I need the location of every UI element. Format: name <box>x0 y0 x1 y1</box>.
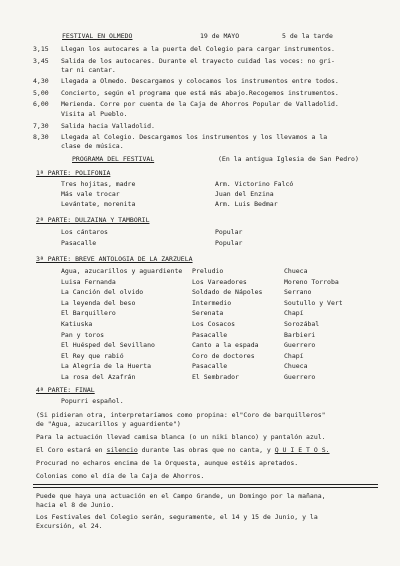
piece-number: El Sembrador <box>192 373 239 381</box>
piece-number: Serenata <box>192 309 224 318</box>
piece-title: La Canción del olvido <box>61 288 144 297</box>
schedule-time: 5,00 <box>33 89 49 97</box>
piece-composer: Popular <box>215 239 243 247</box>
piece-composer: Chapí <box>284 309 304 318</box>
part-2-title: 2ª PARTE: DULZAINA Y TAMBORIL <box>36 216 150 224</box>
schedule-text: Salida de los autocares. Durante el trayecto cuidad las voces: no gri- <box>61 57 335 65</box>
piece-composer: Barbieri <box>284 330 316 339</box>
clothing-note: Para la actuación llevad camisa blanca (o un niki blanco) y pantalón azul. <box>36 433 326 441</box>
piece-number: Los Cosacos <box>192 320 236 328</box>
silence-note <box>36 447 330 454</box>
encore-note: (Si pidieran otra, interpretaríamos como propina: el"Coro de barquilleros" <box>36 411 326 419</box>
piece-title: Más vale trocar <box>61 190 120 198</box>
piece-title: Tres hojitas, madre <box>61 180 136 188</box>
piece-title: Pasacalle <box>61 239 97 247</box>
piece-title: El Barquillero <box>61 309 116 318</box>
silence-text: El Coro estará en <box>36 446 107 454</box>
piece-composer: Chueca <box>284 362 308 371</box>
piece-number: Coro de doctores <box>192 351 255 360</box>
piece-title: Luisa Fernanda <box>61 277 116 286</box>
schedule-time: 3,15 <box>33 45 49 53</box>
colonies-note: Colonias como el día de la Caja de Ahorros. <box>36 472 205 480</box>
footer-note: hacia el 8 de Junio. <box>36 501 115 509</box>
piece-title: Popurri español. <box>61 397 124 405</box>
piece-number: Los Vareadores <box>192 277 247 286</box>
schedule-time: 3,45 <box>33 57 49 65</box>
piece-composer: Serrano <box>284 288 312 297</box>
schedule-text: Llegan los autocares a la puerta del Colegio para cargar instrumentos. <box>61 45 335 53</box>
schedule-text: Concierto, según el programa que está más abajo.Recogemos instrumentos. <box>61 89 339 97</box>
piece-title: Katiuska <box>61 320 93 328</box>
schedule-time: 6,00 <box>33 100 49 108</box>
piece-composer: Juan del Enzina <box>215 190 274 198</box>
piece-composer: Popular <box>215 228 243 236</box>
schedule-text: Salida hacia Valladolid. <box>61 122 155 130</box>
schedule-text: clase de música. <box>61 142 124 150</box>
piece-title: La leyenda del beso <box>61 298 136 307</box>
schedule-time: 7,30 <box>33 122 49 130</box>
part-4-title: 4ª PARTE: FINAL <box>36 386 95 394</box>
orchestra-note: Procurad no echaros encima de la Orquesta, aunque estéis apretados. <box>36 459 299 467</box>
piece-composer: Chapí <box>284 351 304 360</box>
section-divider <box>33 484 378 488</box>
piece-composer: Arm. Victorino Falcó <box>215 180 294 188</box>
schedule-text: Llegada al Colegio. Descargamos los instrumentos y los llevamos a la <box>61 133 328 141</box>
schedule-time: 4,30 <box>33 77 49 85</box>
silence-text: durante las obras que no canta, y <box>137 446 275 454</box>
piece-number: Pasacalle <box>192 330 228 339</box>
silence-word: silencio <box>106 446 138 454</box>
piece-title: Agua, azucarillos y aguardiente <box>61 267 183 275</box>
program-location: (En la antigua Iglesia de San Pedro) <box>218 155 359 163</box>
festival-title: FESTIVAL EN OLMEDO <box>62 32 133 40</box>
piece-composer: Chueca <box>284 267 308 275</box>
piece-composer: Moreno Torroba <box>284 277 339 286</box>
piece-composer: Soutullo y Vert <box>284 298 343 307</box>
piece-title: El Huésped del Sevillano <box>61 341 155 350</box>
piece-number: Preludio <box>192 267 224 275</box>
festival-date: 19 de MAYO <box>200 32 240 40</box>
part-3-title: 3ª PARTE: BREVE ANTOLOGIA DE LA ZARZUELA <box>36 255 193 263</box>
piece-title: La Alegría de la Huerta <box>61 362 152 371</box>
quiet-word: Q U I E T O S. <box>274 446 330 454</box>
piece-number: Intermedio <box>192 298 232 307</box>
schedule-text: Llegada a Olmedo. Descargamos y colocamos los instrumentos entre todos. <box>61 77 339 85</box>
schedule-time: 8,30 <box>33 133 49 141</box>
piece-title: Levántate, morenita <box>61 200 136 208</box>
piece-number: Soldado de Nápoles <box>192 288 263 297</box>
encore-note: de "Agua, azucarillos y aguardiente") <box>36 420 181 428</box>
footer-note: Puede que haya una actuación en el Campo Grande, un Domingo por la mañana, <box>36 492 326 500</box>
piece-title: El Rey que rabió <box>61 351 124 360</box>
piece-composer: Guerrero <box>284 373 316 381</box>
piece-composer: Guerrero <box>284 341 316 350</box>
schedule-text: Visita al Pueblo. <box>61 110 128 118</box>
piece-composer: Sorozábal <box>284 320 320 328</box>
piece-number: Canto a la espada <box>192 341 259 350</box>
footer-note: Excursión, el 24. <box>36 522 103 530</box>
piece-number: Pasacalle <box>192 362 228 371</box>
piece-composer: Arm. Luis Bedmar <box>215 200 278 208</box>
piece-title: Los cántaros <box>61 228 108 236</box>
schedule-text: tar ni cantar. <box>61 66 116 74</box>
festival-time: 5 de la tarde <box>282 32 333 40</box>
footer-note: Los Festivales del Colegio serán, seguramente, el 14 y 15 de Junio, y la <box>36 513 318 521</box>
program-title: PROGRAMA DEL FESTIVAL <box>72 155 155 163</box>
piece-title: La rosa del Azafrán <box>61 373 136 381</box>
schedule-text: Merienda. Corre por cuenta de la Caja de Ahorros Popular de Valladolid. <box>61 100 339 108</box>
piece-title: Pan y toros <box>61 330 105 339</box>
part-1-title: 1ª PARTE: POLIFONIA <box>36 169 111 177</box>
